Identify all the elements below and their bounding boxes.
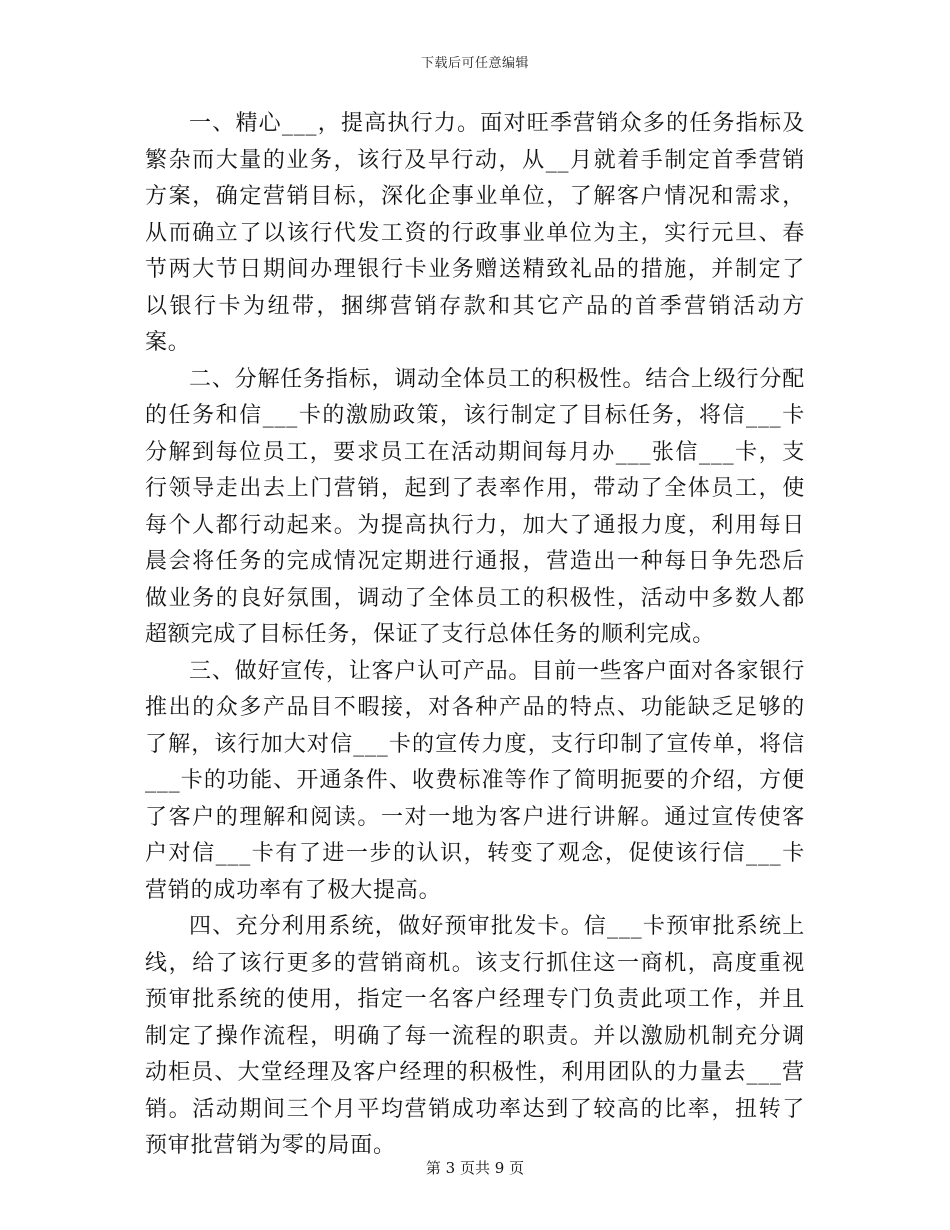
paragraph-section-4: 四、充分利用系统，做好预审批发卡。信___卡预审批系统上线，给了该行更多的营销商机。该支行抓住这一商机，高度重视预审批系统的使用，指定一名客户经理专门负责此项工作，并且制定了操作流程，明确了每一流程的职责。并以激励机制充分调动柜员、大堂经理及客户经理的积极性，利用团队的力量去___营销。活动期间三个月平均营销成功率达到了较高的比率，扭转了预审批营销为零的局面。 (145, 914, 805, 1158)
paragraph-section-1: 一、精心___，提高执行力。面对旺季营销众多的任务指标及繁杂而大量的业务，该行及早行动，从__月就着手制定首季营销方案，确定营销目标，深化企事业单位，了解客户情况和需求，从而确立了以该行代发工资的行政事业单位为主，实行元旦、春节两大节日期间办理银行卡业务赠送精致礼品的措施，并制定了以银行卡为纽带，捆绑营销存款和其它产品的首季营销活动方案。 (145, 111, 805, 355)
page-number-footer: 第 3 页共 9 页 (425, 1159, 525, 1177)
page-header-note: 下载后可任意编辑 (420, 56, 529, 71)
document-body (145, 106, 805, 1165)
paragraph-section-2: 二、分解任务指标，调动全体员工的积极性。结合上级行分配的任务和信___卡的激励政策，该行制定了目标任务，将信___卡分解到每位员工，要求员工在活动期间每月办___张信___卡，支行领导走出去上门营销，起到了表率作用，带动了全体员工，使每个人都行动起来。为提高执行力，加大了通报力度，利用每日晨会将任务的完成情况定期进行通报，营造出一种每日争先恐后做业务的良好氛围，调动了全体员工的积极性，活动中多数人都超额完成了目标任务，保证了支行总体任务的顺利完成。 (145, 366, 805, 647)
paragraph-section-3: 三、做好宣传，让客户认可产品。目前一些客户面对各家银行推出的众多产品目不暇接，对各种产品的特点、功能缺乏足够的了解，该行加大对信___卡的宣传力度，支行印制了宣传单，将信___卡的功能、开通条件、收费标准等作了简明扼要的介绍，方便了客户的理解和阅读。一对一地为客户进行讲解。通过宣传使客户对信___卡有了进一步的认识，转变了观念，促使该行信___卡营销的成功率有了极大提高。 (145, 658, 805, 903)
